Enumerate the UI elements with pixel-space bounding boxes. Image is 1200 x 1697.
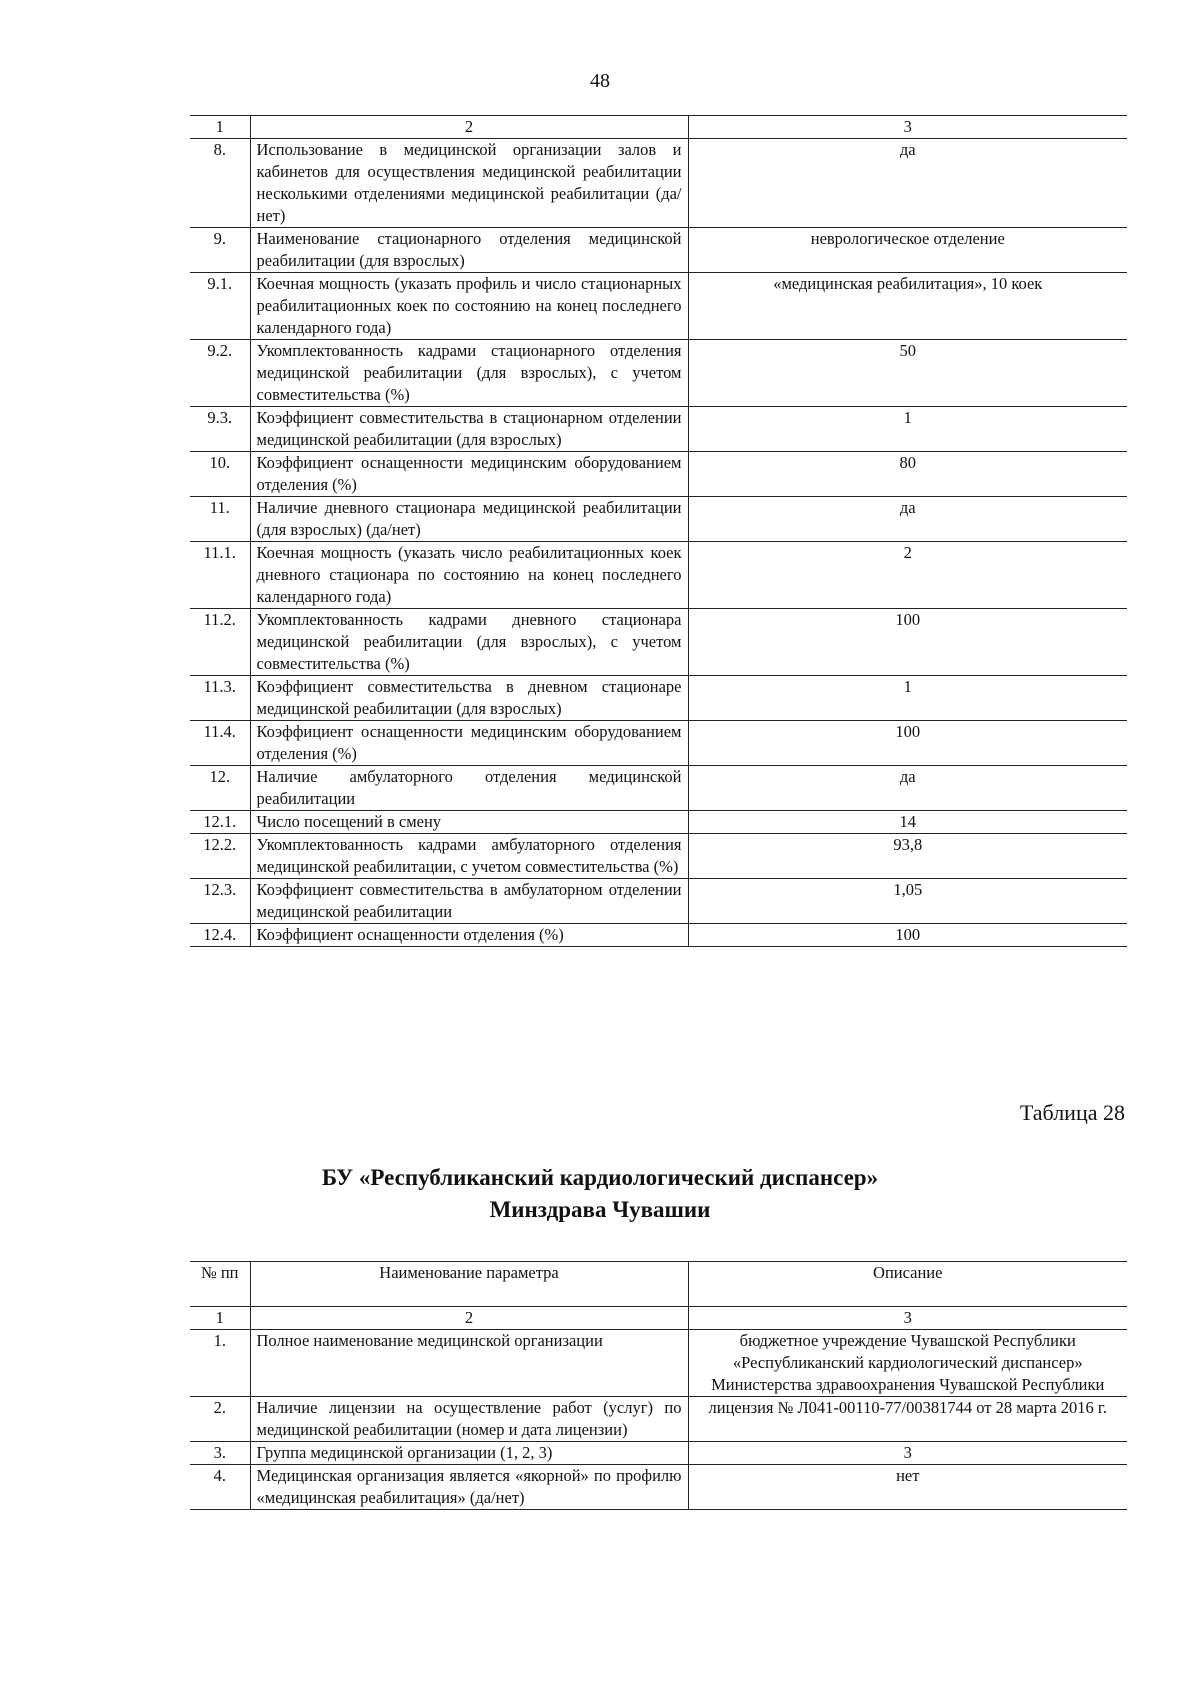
row-number: 9.2. bbox=[190, 340, 250, 407]
table-row bbox=[190, 721, 1127, 766]
table-caption: Таблица 28 bbox=[1019, 1100, 1125, 1125]
table-row bbox=[190, 407, 1127, 452]
parameter-name: Использование в медицинской организации залов и кабинетов для осуществления медицинской реабилитации несколькими отделениями медицинской реабилитации (да/нет) bbox=[250, 139, 688, 228]
parameter-name: Коечная мощность (указать число реабилитационных коек дневного стационара по состоянию на конец последнего календарного года) bbox=[250, 542, 688, 609]
table-row bbox=[190, 834, 1127, 879]
table-column-numbers-row bbox=[190, 116, 1127, 139]
table-row bbox=[190, 497, 1127, 542]
page-number: 48 bbox=[590, 70, 610, 92]
parameter-name: Укомплектованность кадрами стационарного отделения медицинской реабилитации (для взрослых), с учетом совместительства (%) bbox=[250, 340, 688, 407]
table-column-numbers-row bbox=[190, 1307, 1127, 1330]
parameter-value: 93,8 bbox=[688, 834, 1127, 879]
parameter-value: 100 bbox=[688, 609, 1127, 676]
column-number: 1 bbox=[190, 116, 250, 139]
parameter-value: бюджетное учреждение Чувашской Республики «Республиканский кардиологический диспансер» Министерства здравоохранения Чувашской Республики bbox=[688, 1330, 1127, 1397]
parameter-value: 80 bbox=[688, 452, 1127, 497]
parameter-name: Укомплектованность кадрами амбулаторного отделения медицинской реабилитации, с учетом совместительства (%) bbox=[250, 834, 688, 879]
parameters-table-continued bbox=[190, 115, 1127, 947]
organization-title-line: Минздрава Чувашии bbox=[489, 1197, 711, 1222]
parameter-value: 100 bbox=[688, 924, 1127, 947]
row-number: 11.1. bbox=[190, 542, 250, 609]
row-number: 12.1. bbox=[190, 811, 250, 834]
table-row bbox=[190, 676, 1127, 721]
parameter-value: 2 bbox=[688, 542, 1127, 609]
parameter-value: да bbox=[688, 497, 1127, 542]
parameter-name: Медицинская организация является «якорной» по профилю «медицинская реабилитация» (да/нет) bbox=[250, 1465, 688, 1510]
parameter-name: Коэффициент совместительства в стационарном отделении медицинской реабилитации (для взрослых) bbox=[250, 407, 688, 452]
row-number: 3. bbox=[190, 1442, 250, 1465]
column-header-number: № пп bbox=[190, 1262, 250, 1307]
row-number: 11.2. bbox=[190, 609, 250, 676]
column-number: 2 bbox=[250, 1307, 688, 1330]
row-number: 9.3. bbox=[190, 407, 250, 452]
table-row bbox=[190, 1397, 1127, 1442]
parameter-name: Коэффициент оснащенности отделения (%) bbox=[250, 924, 688, 947]
parameter-value: 100 bbox=[688, 721, 1127, 766]
parameter-value: неврологическое отделение bbox=[688, 228, 1127, 273]
table-header-row bbox=[190, 1262, 1127, 1307]
parameter-name: Коэффициент оснащенности медицинским оборудованием отделения (%) bbox=[250, 721, 688, 766]
parameter-name: Наличие дневного стационара медицинской реабилитации (для взрослых) (да/нет) bbox=[250, 497, 688, 542]
parameter-name: Коэффициент совместительства в дневном стационаре медицинской реабилитации (для взрослых) bbox=[250, 676, 688, 721]
row-number: 9.1. bbox=[190, 273, 250, 340]
parameter-value: да bbox=[688, 139, 1127, 228]
column-header-name: Наименование параметра bbox=[250, 1262, 688, 1307]
row-number: 11.3. bbox=[190, 676, 250, 721]
parameter-name: Наличие амбулаторного отделения медицинской реабилитации bbox=[250, 766, 688, 811]
parameter-value: «медицинская реабилитация», 10 коек bbox=[688, 273, 1127, 340]
column-header-description: Описание bbox=[688, 1262, 1127, 1307]
row-number: 4. bbox=[190, 1465, 250, 1510]
column-number: 3 bbox=[688, 116, 1127, 139]
row-number: 10. bbox=[190, 452, 250, 497]
column-number: 1 bbox=[190, 1307, 250, 1330]
parameter-name: Группа медицинской организации (1, 2, 3) bbox=[250, 1442, 688, 1465]
parameter-name: Коэффициент совместительства в амбулаторном отделении медицинской реабилитации bbox=[250, 879, 688, 924]
row-number: 2. bbox=[190, 1397, 250, 1442]
table-row bbox=[190, 1330, 1127, 1397]
parameter-value: 3 bbox=[688, 1442, 1127, 1465]
organization-title bbox=[0, 1162, 1200, 1226]
parameter-value: 50 bbox=[688, 340, 1127, 407]
row-number: 11. bbox=[190, 497, 250, 542]
table-row bbox=[190, 452, 1127, 497]
parameter-value: да bbox=[688, 766, 1127, 811]
table-row bbox=[190, 811, 1127, 834]
row-number: 12.2. bbox=[190, 834, 250, 879]
table-row bbox=[190, 609, 1127, 676]
parameter-value: 1 bbox=[688, 676, 1127, 721]
row-number: 9. bbox=[190, 228, 250, 273]
parameter-name: Наименование стационарного отделения медицинской реабилитации (для взрослых) bbox=[250, 228, 688, 273]
organization-title-line: БУ «Республиканский кардиологический диспансер» bbox=[321, 1165, 879, 1190]
parameter-name: Коэффициент оснащенности медицинским оборудованием отделения (%) bbox=[250, 452, 688, 497]
parameter-name: Полное наименование медицинской организации bbox=[250, 1330, 688, 1397]
table-row bbox=[190, 273, 1127, 340]
organization-parameters-table bbox=[190, 1261, 1127, 1510]
column-number: 2 bbox=[250, 116, 688, 139]
table-row bbox=[190, 766, 1127, 811]
parameter-value: лицензия № Л041-00110-77/00381744 от 28 марта 2016 г. bbox=[688, 1397, 1127, 1442]
row-number: 1. bbox=[190, 1330, 250, 1397]
parameter-value: 14 bbox=[688, 811, 1127, 834]
table-row bbox=[190, 228, 1127, 273]
table-row bbox=[190, 340, 1127, 407]
table-row bbox=[190, 924, 1127, 947]
parameter-value: 1,05 bbox=[688, 879, 1127, 924]
table-row bbox=[190, 1465, 1127, 1510]
parameter-name: Коечная мощность (указать профиль и число стационарных реабилитационных коек по состоянию на конец последнего календарного года) bbox=[250, 273, 688, 340]
row-number: 12. bbox=[190, 766, 250, 811]
row-number: 8. bbox=[190, 139, 250, 228]
parameter-name: Укомплектованность кадрами дневного стационара медицинской реабилитации (для взрослых), с учетом совместительства (%) bbox=[250, 609, 688, 676]
parameter-value: нет bbox=[688, 1465, 1127, 1510]
table-row bbox=[190, 542, 1127, 609]
parameter-name: Наличие лицензии на осуществление работ (услуг) по медицинской реабилитации (номер и дата лицензии) bbox=[250, 1397, 688, 1442]
row-number: 12.4. bbox=[190, 924, 250, 947]
row-number: 11.4. bbox=[190, 721, 250, 766]
column-number: 3 bbox=[688, 1307, 1127, 1330]
table-row bbox=[190, 139, 1127, 228]
row-number: 12.3. bbox=[190, 879, 250, 924]
parameter-name: Число посещений в смену bbox=[250, 811, 688, 834]
table-row bbox=[190, 1442, 1127, 1465]
parameter-value: 1 bbox=[688, 407, 1127, 452]
table-row bbox=[190, 879, 1127, 924]
